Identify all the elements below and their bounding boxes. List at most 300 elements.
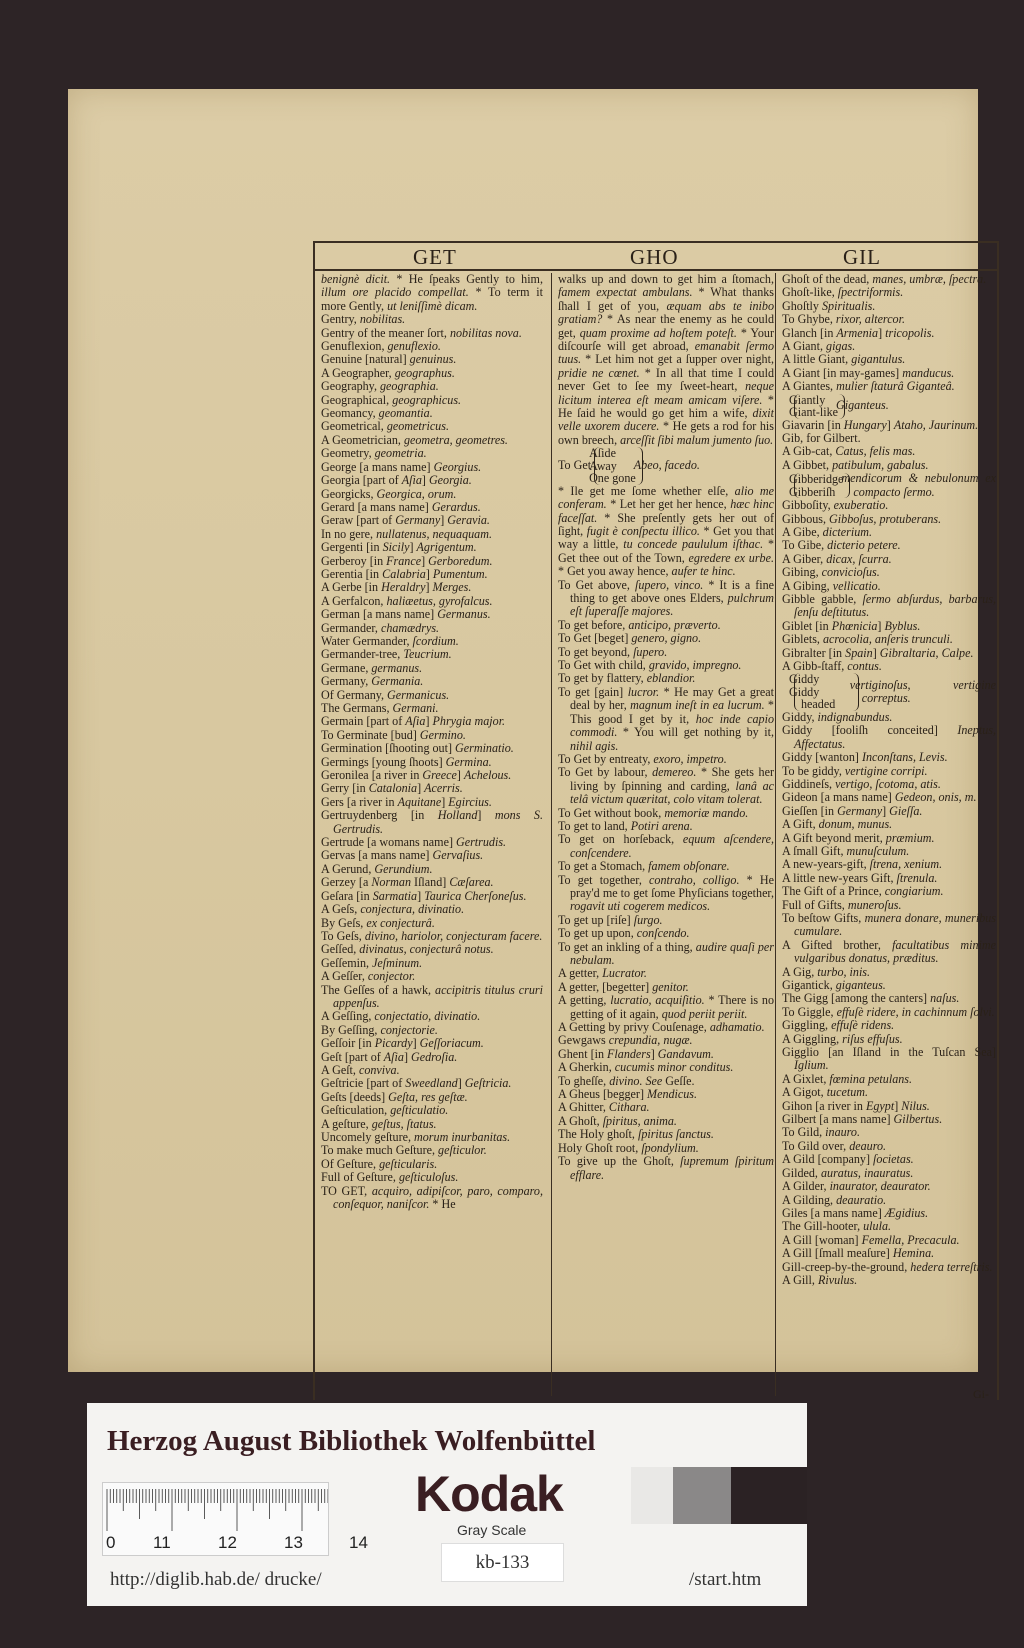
english-text: To Gibe,	[782, 538, 828, 553]
english-text: A Gerfalcon,	[321, 593, 387, 608]
latin-gloss: ſupero.	[633, 644, 668, 659]
latin-gloss: Greece	[422, 768, 457, 783]
dictionary-entry	[782, 566, 996, 579]
latin-gloss: geographus.	[394, 365, 455, 380]
english-text: ]	[403, 1049, 412, 1064]
english-text: Geſſe.	[662, 1073, 695, 1088]
dictionary-entry	[782, 832, 996, 845]
latin-gloss: Gervaſius.	[432, 848, 484, 863]
dictionary-entry	[558, 914, 774, 927]
english-text: A ſmall Gift,	[782, 843, 847, 858]
headword-variant: Giant-like	[789, 405, 839, 420]
dictionary-entry	[782, 979, 996, 992]
brace-entry	[782, 472, 996, 499]
english-text: A Gill [ſmall meaſure]	[782, 1246, 893, 1261]
latin-gloss: exuberatio.	[833, 498, 889, 513]
dictionary-entry	[321, 1185, 543, 1212]
ruler-ticks	[103, 1483, 328, 1533]
dictionary-entry	[782, 1113, 996, 1126]
latin-gloss: genuinus.	[409, 352, 457, 367]
english-text: * He ſaid he would go get him a wife,	[558, 392, 774, 421]
english-text: The Germans,	[321, 701, 393, 715]
latin-gloss: Gieſſa.	[889, 803, 923, 818]
english-text: A Gilder,	[782, 1179, 830, 1194]
english-text: To Get by labour,	[558, 765, 653, 780]
english-text: Geſſemin,	[321, 955, 373, 970]
latin-gloss: mulier ſtaturâ Giganteâ.	[836, 379, 955, 394]
english-text: Giddineſs,	[782, 776, 836, 791]
latin-gloss: Achelous.	[463, 768, 512, 783]
dictionary-entry	[321, 581, 543, 594]
latin-gloss: congiarium.	[884, 884, 944, 899]
dictionary-entry	[558, 686, 774, 753]
latin-gloss: crepundia, nugæ.	[608, 1033, 693, 1048]
english-text: Giggling,	[782, 1018, 832, 1033]
latin-gloss: equum aſcendere, conſcendere.	[570, 832, 774, 860]
latin-gloss: Gibraltaria, Calpe.	[879, 645, 974, 660]
latin-gloss: hoc inde capio commodi.	[570, 711, 774, 740]
latin-gloss: ſupero, vinco.	[634, 577, 704, 592]
latin-gloss: contus.	[847, 658, 882, 673]
latin-gloss: Georgica, orum.	[376, 486, 457, 501]
dictionary-entry	[558, 941, 774, 968]
english-text: walks up and down to get him a ſtomach,	[558, 273, 774, 286]
english-text: A geſture,	[321, 1116, 372, 1131]
dictionary-entry	[782, 353, 996, 366]
english-text: * He may Get a great deal by her,	[570, 684, 774, 713]
latin-gloss: France	[386, 553, 422, 568]
english-text: The Geſſes of a hawk,	[321, 982, 436, 997]
dictionary-entry	[558, 1101, 774, 1114]
english-text: To get together,	[558, 872, 650, 887]
dictionary-entry	[782, 872, 996, 885]
dictionary-entry	[782, 724, 996, 751]
latin-gloss: Aquitane	[397, 794, 442, 809]
english-text: To get by flattery,	[558, 671, 647, 686]
english-text: ]	[417, 781, 425, 796]
dictionary-entry	[321, 514, 543, 527]
latin-gloss: inauro.	[825, 1125, 861, 1140]
latin-gloss: divinatus, conjecturâ notus.	[359, 942, 494, 957]
column-1	[321, 273, 543, 1396]
dictionary-entry	[321, 984, 543, 1011]
latin-gloss: Phœnicia	[831, 618, 878, 633]
dictionary-entry	[782, 1220, 996, 1233]
latin-gloss: Georgia.	[428, 473, 472, 488]
latin-gloss: nobilitas nova.	[449, 325, 522, 340]
english-text: Giles [a mans name]	[782, 1205, 885, 1220]
english-text: Glanch [in	[782, 325, 837, 340]
english-text: To Get with child,	[558, 658, 649, 673]
english-text: ]	[882, 803, 890, 818]
latin-gloss: fugit è conſpectu illico.	[586, 524, 700, 538]
headword-variant: Gibberidge	[789, 472, 844, 487]
gray-patch-mid	[673, 1467, 731, 1524]
english-text: Germane,	[321, 660, 372, 675]
english-text: Geography,	[321, 379, 380, 394]
entry-continuation	[558, 485, 774, 579]
dictionary-entry	[782, 593, 996, 620]
english-text: Giddy,	[782, 709, 818, 724]
latin-gloss: Merges.	[432, 580, 472, 595]
english-text: A Gherkin,	[558, 1060, 615, 1075]
dictionary-entry	[321, 957, 543, 970]
latin-gloss: eblandior.	[646, 671, 696, 686]
dictionary-entry	[321, 380, 543, 393]
latin-gloss: Lucrator.	[602, 966, 647, 981]
english-text: Gertruydenberg [in	[321, 808, 438, 823]
english-text: To get up upon,	[558, 926, 637, 941]
latin-gloss: genero, gigno.	[631, 631, 702, 646]
latin-gloss: acquiro, adipiſcor, paro, comparo, conſequor, naniſcor.	[333, 1183, 543, 1212]
dictionary-entry	[321, 1104, 543, 1117]
dictionary-entry	[321, 1010, 543, 1023]
dictionary-entry	[321, 769, 543, 782]
english-text: A Gib-cat,	[782, 444, 836, 459]
latin-gloss: tu concede paululum iſthac.	[623, 537, 764, 552]
dictionary-entry	[558, 1021, 774, 1034]
latin-gloss: pulchrum eſt ſuperaſſe majores.	[570, 591, 774, 619]
latin-gloss: gigantulus.	[851, 352, 906, 367]
dictionary-entry	[558, 753, 774, 766]
dictionary-entry	[782, 1261, 996, 1274]
dictionary-entry	[782, 1100, 996, 1113]
latin-gloss: geſticularis.	[379, 1156, 438, 1171]
english-text: ]	[425, 580, 433, 595]
english-text: To Gild over,	[782, 1138, 850, 1153]
headword-variant: Giantly	[789, 392, 826, 407]
latin-gloss: Geravia.	[447, 513, 490, 528]
dictionary-entry	[782, 751, 996, 764]
dictionary-entry	[321, 407, 543, 420]
latin-gloss: ſermo abſurdus, barbarus, ſenſu deſtitutus.	[794, 591, 996, 620]
english-text: To Giggle,	[782, 1004, 837, 1019]
english-text: * He ſpeaks Gently to him,	[390, 273, 543, 286]
header-gho: GHO	[630, 245, 679, 269]
latin-gloss: conſcendo.	[636, 926, 690, 941]
latin-gloss: munera donare, muneribus cumulare.	[794, 910, 996, 939]
dictionary-entry	[782, 327, 996, 340]
latin-gloss: inaurator, deaurator.	[829, 1179, 931, 1194]
latin-gloss: Germino.	[419, 727, 466, 742]
english-text: A Gifted brother,	[782, 937, 893, 952]
dictionary-entry	[782, 553, 996, 566]
dictionary-entry	[782, 1207, 996, 1220]
english-text: Georgia [part of	[321, 473, 402, 488]
latin-gloss: riſus effuſus.	[842, 1031, 903, 1046]
latin-gloss: Germanus.	[437, 607, 491, 622]
dictionary-entry	[321, 1077, 543, 1090]
english-text: A Getting by privy Couſenage,	[558, 1020, 710, 1035]
english-text: A Gild [company]	[782, 1152, 874, 1167]
latin-gloss: nihil agis.	[570, 738, 619, 753]
latin-gloss: deauro.	[849, 1138, 887, 1153]
latin-gloss: hedera terreſtris.	[910, 1259, 993, 1274]
latin-gloss: morum inurbanitas.	[414, 1130, 511, 1144]
latin-gloss: illum ore placido compellat.	[321, 285, 469, 300]
latin-gloss: giganteus.	[835, 978, 886, 992]
latin-gloss: audire quaſi per nebulam.	[570, 939, 774, 967]
latin-gloss: Taurica Cherſoneſus.	[424, 888, 527, 903]
english-text: Geſt [part of	[321, 1049, 384, 1064]
dictionary-entry	[782, 380, 996, 393]
english-text: A Geometrician,	[321, 432, 404, 447]
headword-variant: One gone	[589, 471, 636, 486]
dictionary-entry	[321, 1118, 543, 1131]
latin-gloss: æquam abs te inibo gratiam?	[558, 298, 774, 327]
latin-gloss: Cithara.	[608, 1100, 650, 1115]
english-text: A Giantes,	[782, 379, 837, 394]
latin-gloss: Inconſtans, Levis.	[861, 750, 948, 765]
headword-variant: Away	[589, 458, 617, 473]
latin-gloss: Germinatio.	[455, 741, 514, 756]
latin-gloss: tucetum.	[826, 1085, 868, 1100]
english-text: ]	[650, 1046, 658, 1061]
english-text: Gerard [a mans name]	[321, 499, 432, 514]
english-text: A Gibb-ſtaff,	[782, 658, 848, 673]
latin-gloss: Iglium.	[794, 1058, 829, 1073]
english-text: To get up [riſe]	[558, 912, 634, 927]
english-text: Gieſſen [in	[782, 803, 838, 818]
english-text: Georgicks,	[321, 486, 377, 501]
dictionary-entry	[321, 702, 543, 715]
english-text: Ghent [in	[558, 1046, 608, 1061]
latin-gloss: cucumis minor conditus.	[614, 1060, 734, 1075]
dictionary-entry	[558, 579, 774, 619]
english-text: To Geſs,	[321, 928, 365, 943]
dictionary-entry	[321, 474, 543, 487]
gray-patch-dark	[731, 1467, 807, 1524]
latin-gloss: famem expectat ambulans.	[558, 285, 693, 300]
english-text: Geomancy,	[321, 406, 379, 421]
latin-gloss: ſcordium.	[412, 633, 459, 648]
dictionary-entry	[321, 313, 543, 326]
latin-gloss: ſpectriformis.	[837, 285, 904, 300]
english-text: Giblets,	[782, 632, 823, 647]
dictionary-entry	[782, 1194, 996, 1207]
dictionary-entry	[321, 836, 543, 849]
english-text: A Gigot,	[782, 1085, 827, 1100]
english-text: * She gets her living by ſpinning and carding,	[570, 765, 774, 793]
english-text: Gibbous,	[782, 511, 830, 526]
latin-gloss: quod periit periit.	[661, 1006, 748, 1021]
dictionary-entry	[321, 648, 543, 661]
latin-gloss: Gerundium.	[374, 861, 433, 876]
latin-gloss: nullatenus, nequaquam.	[376, 526, 492, 541]
latin-gloss: nobilitas.	[359, 312, 406, 327]
english-text: * She preſently gets her out of ſight,	[558, 510, 774, 538]
latin-gloss: Armenia	[836, 325, 879, 340]
latin-gloss: ſocietas.	[873, 1152, 914, 1167]
latin-gloss: quam proxime ad hoſtem poteſt.	[579, 325, 737, 340]
latin-gloss: geſticulatio.	[390, 1103, 449, 1118]
dictionary-entry	[782, 818, 996, 831]
latin-gloss: fœmina petulans.	[829, 1071, 913, 1086]
dictionary-entry	[782, 419, 996, 432]
dictionary-entry	[321, 635, 543, 648]
latin-gloss: geometra, geometres.	[403, 432, 508, 447]
library-title: Herzog August Bibliothek Wolfenbüttel	[107, 1425, 596, 1457]
latin-gloss: divino. See	[609, 1073, 663, 1088]
english-text: ]	[894, 1098, 902, 1113]
latin-gloss: ſupremum ſpiritum efflare.	[570, 1154, 774, 1182]
latin-gloss: ſpiritus ſanctus.	[637, 1127, 714, 1142]
english-text: A Gig,	[782, 964, 818, 979]
dictionary-entry	[782, 459, 996, 472]
dictionary-entry	[782, 885, 996, 898]
english-text: Giddy [fooliſh conceited]	[782, 723, 958, 738]
english-text: Iſland]	[411, 875, 450, 890]
dictionary-entry	[558, 766, 774, 806]
latin-gloss: geographia.	[380, 379, 439, 394]
dictionary-entry	[321, 568, 543, 581]
english-text: Germings [young ſhoots]	[321, 754, 446, 769]
latin-gloss: Geſſoriacum.	[419, 1036, 484, 1051]
dictionary-entry	[321, 394, 543, 407]
latin-gloss: gravido, impregno.	[648, 658, 742, 673]
english-text: Geographical,	[321, 392, 393, 407]
english-text: Uncomely geſture,	[321, 1130, 415, 1144]
english-text: Germain [part of	[321, 714, 406, 729]
dictionary-entry	[782, 620, 996, 633]
latin-gloss: ſtrena, xenium.	[869, 857, 943, 872]
latin-gloss: Geſta, res geſtæ.	[388, 1089, 468, 1104]
english-text: Gib, for Gilbert.	[782, 431, 861, 446]
latin-gloss: Ægidius.	[884, 1205, 929, 1220]
column-2	[551, 273, 774, 1396]
dictionary-entry	[558, 1115, 774, 1128]
english-text: Gigantick,	[782, 978, 836, 992]
dictionary-entry	[321, 1037, 543, 1050]
english-text: A new-years-gift,	[782, 857, 870, 872]
english-text: ]	[421, 473, 429, 488]
dictionary-entry	[558, 981, 774, 994]
dictionary-entry	[782, 791, 996, 804]
english-text: To Get above,	[558, 577, 635, 592]
english-text: Gers [a river in	[321, 794, 398, 809]
latin-gloss: mons S. Gertrudis.	[333, 808, 543, 836]
english-text: * In all that time I could never Get to ſee my ſweet-heart,	[558, 365, 774, 394]
latin-gloss: accipitris titulus cruri appenſus.	[333, 982, 543, 1010]
latin-gloss: Gertrudis.	[456, 835, 507, 850]
latin-gloss: Norman	[371, 875, 412, 890]
shelfmark-label: kb-133	[441, 1543, 564, 1582]
english-text: A Gill [woman]	[782, 1232, 862, 1247]
english-text: Gerberoy [in	[321, 553, 387, 568]
english-text: A Giant [in may-games]	[782, 365, 903, 380]
latin-gloss: adhamatio.	[709, 1020, 765, 1035]
english-text: ]	[425, 566, 433, 581]
english-text: Gentry,	[321, 312, 360, 327]
latin-gloss: divino, hariolor, conjecturam facere.	[364, 928, 543, 943]
latin-gloss: tricopolis.	[885, 325, 935, 340]
latin-gloss: Cæſarea.	[449, 875, 494, 890]
english-text: A Gilding,	[782, 1192, 837, 1207]
latin-gloss: Sicily	[382, 540, 410, 555]
dictionary-entry	[782, 513, 996, 526]
english-text: * You will get nothing by it,	[617, 725, 774, 740]
latin-gloss: Ataho, Jaurinum.	[893, 417, 979, 432]
dictionary-entry	[321, 903, 543, 916]
dictionary-entry	[782, 526, 996, 539]
english-text: Ghoſt-like,	[782, 285, 838, 300]
english-text: Of Geſture,	[321, 1156, 380, 1171]
dictionary-entry	[782, 966, 996, 979]
english-text: To Get without book,	[558, 805, 665, 820]
english-text: A Giber,	[782, 551, 827, 566]
header-gil: GIL	[843, 245, 881, 269]
column-3	[775, 273, 996, 1396]
latin-gloss: Byblus.	[884, 618, 921, 633]
dictionary-entry	[321, 1158, 543, 1171]
latin-gloss: Egypt	[865, 1098, 895, 1113]
english-text: A Giggling,	[782, 1031, 843, 1046]
latin-gloss: Potiri arena.	[630, 818, 693, 833]
english-text: To be giddy,	[782, 763, 845, 778]
latin-gloss: arceſſit ſibi malum jumento ſuo.	[620, 432, 774, 447]
english-text: A getter, [begetter]	[558, 979, 653, 994]
latin-gloss: geomantia.	[378, 406, 433, 421]
dictionary-entry	[558, 1155, 774, 1182]
english-text: ]	[872, 645, 880, 660]
english-text: To get on horſeback,	[558, 832, 683, 847]
dictionary-entry	[558, 672, 774, 685]
english-text: The Gigg [among the canters]	[782, 991, 931, 1006]
latin-gloss: famem obſonare.	[648, 859, 730, 874]
dictionary-entry	[782, 633, 996, 646]
dictionary-entry	[321, 340, 543, 353]
english-text: To give up the Ghoſt,	[558, 1154, 681, 1169]
latin-gloss: Jeſminum.	[372, 955, 423, 970]
latin-gloss: turbo, inis.	[817, 964, 871, 979]
latin-gloss: magnum ineſt in ea lucrum.	[630, 698, 765, 713]
english-text: To Ghybe,	[782, 312, 836, 327]
english-text: Giavarin [in	[782, 417, 844, 432]
english-text: A Geſs,	[321, 902, 361, 917]
english-text: To Germinate [bud]	[321, 727, 420, 742]
english-text: * He gets a rod for his own breech,	[558, 419, 774, 447]
english-text: Gewgaws	[558, 1033, 609, 1048]
dictionary-entry	[321, 970, 543, 983]
latin-gloss: effuſè ridens.	[831, 1018, 895, 1033]
dictionary-entry	[782, 765, 996, 778]
dictionary-entry	[782, 992, 996, 1005]
latin-gloss: Mendicus.	[647, 1087, 698, 1102]
english-text: A getter,	[558, 966, 603, 981]
english-text: To Gild,	[782, 1125, 826, 1140]
latin-gloss: Rivulus.	[817, 1272, 858, 1287]
dictionary-entry	[321, 796, 543, 809]
dictionary-entry	[782, 647, 996, 660]
dictionary-entry	[782, 499, 996, 512]
latin-gloss: lucratio, acquiſitio.	[610, 993, 705, 1008]
latin-gloss: vertigo, ſcotoma, atis.	[835, 776, 941, 791]
latin-gloss: Gibboſus, protuberans.	[829, 511, 942, 526]
english-text: ]	[886, 417, 894, 432]
english-text: A Ghitter,	[558, 1100, 609, 1115]
latin-gloss: exoro, impetro.	[653, 751, 727, 766]
dictionary-entry	[558, 1142, 774, 1155]
english-text: * He pray'd me to get ſome Phyſicians together,	[570, 872, 774, 900]
english-text: * Ile get me ſome whether elſe,	[558, 483, 735, 498]
dictionary-entry	[782, 580, 996, 593]
english-text: * As near the enemy as he could get,	[558, 312, 774, 340]
headword-variant: Giddy	[789, 672, 820, 687]
dictionary-entry	[782, 1046, 996, 1073]
latin-gloss: Spain	[845, 645, 873, 660]
dictionary-entry	[321, 541, 543, 554]
english-text: A Gift beyond merit,	[782, 830, 886, 845]
